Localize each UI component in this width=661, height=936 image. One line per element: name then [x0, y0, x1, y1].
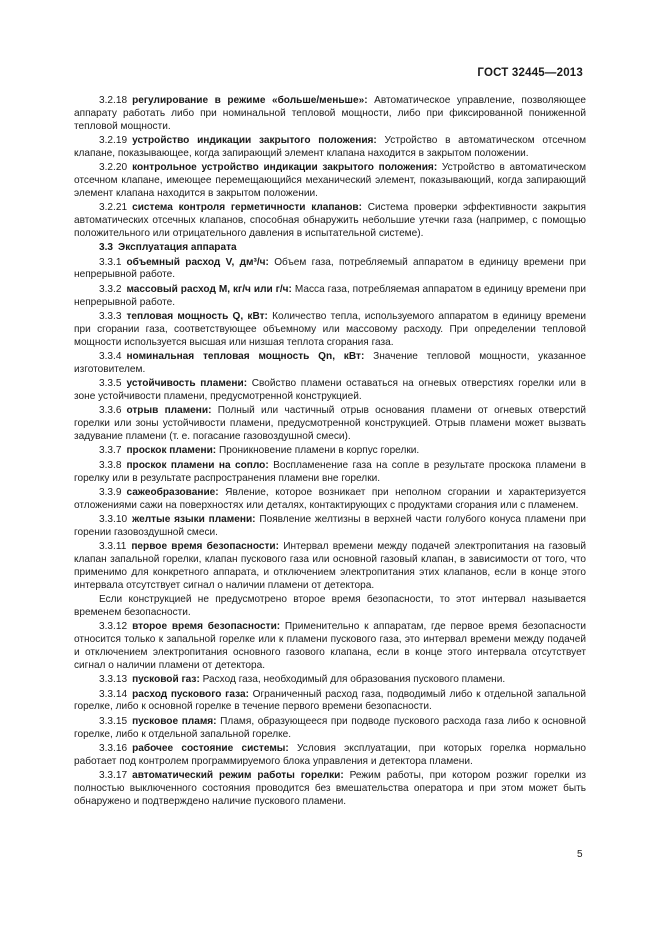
clause-text: Воспламенение газа на сопле в результате проскока пламени в горелку или в результате распространения пламени вне горелки.	[74, 459, 586, 484]
clause-number: 3.3.1	[99, 256, 122, 268]
clause-number: 3.3.3	[99, 311, 122, 322]
clause-number: 3.3.17	[99, 770, 128, 782]
clause-3-3-14	[74, 689, 586, 715]
clause-number: 3.2.21	[99, 202, 128, 214]
clause-term: массовый расход M, кг/ч или г/ч:	[126, 283, 292, 295]
clause-3-3-2	[74, 284, 586, 310]
clause-3-2-18	[74, 95, 586, 134]
clause-number: 3.3.11	[99, 541, 127, 553]
clause-text: Режим работы, при котором розжиг горелки из полностью выключенного состояния проводится без вмешательства оператора и при этом может быть обнаружено и подтверждено наличие пускового пламени.	[74, 770, 586, 807]
clause-3-3-6	[74, 405, 586, 444]
clause-number: 3.3.15	[99, 715, 128, 727]
clause-term: автоматический режим работы горелки:	[132, 770, 344, 782]
clause-text: Проникновение пламени в корпус горелки.	[218, 445, 420, 457]
clause-text: Применительно к аппаратам, где первое время безопасности относится только к запальной горелке или к пламени пускового газа, это интервал времени между подачей и отключением электропитания основного газового клапана, если в конце этого интервала отсутствует сигнал о наличии пламени от детектора.	[74, 621, 586, 671]
clause-text: Пламя, образующееся при подводе пускового расхода газа либо к основной горелке, либо к отдельной запальной горелке.	[74, 715, 587, 740]
clause-text: Масса газа, потребляемая аппаратом в единицу времени при непрерывной работе.	[74, 283, 587, 308]
clause-number: 3.3.16	[99, 743, 128, 754]
clause-term: желтые языки пламени:	[132, 514, 256, 526]
clause-text: Устройство в автоматическом отсечном клапане, показывающее, когда запирающий элемент клапана находится в закрытом положении.	[74, 135, 587, 159]
clause-term: пусковой газ:	[132, 674, 200, 686]
clause-number: 3.3.4	[99, 351, 122, 363]
clause-text: Устройство в автоматическом отсечном клапане, имеющее перемещающийся механический элемент, показывающий, когда запирающий элемент клапана находится в закрытом положении.	[74, 162, 587, 199]
clause-number: 3.2.18	[99, 95, 128, 106]
clause-number: 3.3.9	[99, 486, 122, 498]
clause-text: Явление, которое возникает при неполном сгорании и характеризуется отложениями сажи на поверхностях или деталях, контактирующих с продуктами сгорания или с пламенем.	[74, 486, 586, 511]
clause-3-3-1	[74, 257, 586, 283]
clause-term: пусковое пламя:	[132, 715, 217, 727]
clause-3-3-7	[74, 445, 586, 458]
clause-number: 3.2.20	[99, 162, 128, 174]
clause-text: Интервал времени между подачей электропитания на газовый клапан запальной горелки, клапан пускового газа или основной газовый клапан, в зависимости от того, что применимо для конкретного аппарата, и отключением электропитания этих клапанов, если в конце этого интервала отсутствует сигнал о наличии пламени от детектора.	[74, 541, 586, 591]
clause-3-3-17	[74, 770, 586, 809]
clause-term: рабочее состояние системы:	[132, 743, 289, 754]
clause-term: расход пускового газа:	[132, 688, 249, 700]
clause-term: отрыв пламени:	[126, 405, 212, 417]
clause-number: 3.3.10	[99, 514, 128, 526]
clause-number: 3.3.2	[99, 283, 122, 295]
clause-3-2-20	[74, 162, 586, 201]
clause-3-3-11	[74, 541, 586, 592]
clause-text: Объем газа, потребляемый аппаратом в единицу времени при непрерывной работе.	[74, 256, 586, 281]
clause-3-3-11-note	[74, 594, 586, 620]
section-3-3-heading	[74, 242, 586, 255]
clause-3-2-21	[74, 202, 586, 241]
clause-3-3-9	[74, 487, 586, 513]
clause-term: второе время безопасности:	[132, 621, 281, 633]
clause-3-3-12	[74, 621, 586, 672]
clause-number: 3.3.6	[99, 405, 122, 417]
document-body	[74, 95, 586, 810]
clause-text: Появление желтизны в верхней части голубого конуса пламени при горении газовоздушной смеси.	[74, 514, 586, 538]
clause-term: система контроля герметичности клапанов:	[132, 202, 362, 214]
clause-term: устойчивость пламени:	[126, 378, 248, 390]
clause-3-3-15	[74, 716, 586, 742]
clause-term: проскок пламени:	[126, 445, 217, 457]
clause-number: 3.3.14	[99, 688, 128, 700]
clause-number: 3.3.13	[99, 674, 128, 686]
page-number: 5	[577, 849, 583, 860]
clause-text: Условия эксплуатации, при которых горелка нормально работает под контролем программируемого блока управления и детектора пламени.	[74, 743, 586, 767]
clause-text: Если конструкцией не предусмотрено второе время безопасности, то этот интервал называется временем безопасности.	[74, 594, 586, 619]
clause-text: Свойство пламени оставаться на огневых отверстиях горелки или в зоне устойчивости пламени, предусмотренной конструкцией.	[74, 378, 586, 403]
clause-term: тепловая мощность Q, кВт:	[126, 311, 268, 322]
section-number: 3.3	[99, 242, 114, 254]
clause-number: 3.3.5	[99, 378, 122, 390]
clause-term: контрольное устройство индикации закрытого положения:	[132, 162, 438, 174]
clause-text: Автоматическое управление, позволяющее аппарату работать либо при номинальной тепловой мощности, либо при фиксированной пониженной тепловой мощности.	[74, 95, 586, 132]
clause-number: 3.2.19	[99, 135, 128, 147]
clause-term: сажеобразование:	[126, 486, 219, 498]
document-id: ГОСТ 32445—2013	[477, 67, 583, 79]
clause-text: Полный или частичный отрыв основания пламени от огневых отверстий горелки или зоны устойчивости пламени, предусмотренной конструкцией. Отрыв пламени может вызвать задувание пламени (т. е. погасание газовоздушной смеси).	[74, 405, 586, 443]
clause-3-3-16	[74, 743, 586, 769]
clause-3-2-19	[74, 135, 586, 161]
clause-number: 3.3.8	[99, 459, 122, 471]
clause-3-3-5	[74, 378, 586, 404]
clause-term: номинальная тепловая мощность Qn, кВт:	[126, 351, 365, 363]
clause-term: устройство индикации закрытого положения:	[132, 135, 377, 147]
clause-term: объемный расход V, дм³/ч:	[126, 256, 269, 268]
clause-term: первое время безопасности:	[131, 541, 279, 553]
clause-3-3-8	[74, 460, 586, 486]
clause-text: Значение тепловой мощности, указанное изготовителем.	[74, 351, 586, 375]
clause-text: Расход газа, необходимый для образования пускового пламени.	[202, 674, 506, 686]
clause-number: 3.3.7	[99, 445, 122, 457]
clause-text: Система проверки эффективности закрытия автоматических отсечных клапанов, способная обнаружить небольшие утечки газа (например, с помощью положительного или отрицательного давления в испытательной системе).	[74, 202, 586, 239]
clause-term: регулирование в режиме «больше/меньше»:	[132, 95, 368, 106]
clause-term: проскок пламени на сопло:	[126, 459, 269, 471]
clause-text: Ограниченный расход газа, подводимый либо к отдельной запальной горелке, либо к основной горелке в течение первого времени безопасности.	[74, 688, 586, 713]
clause-3-3-4	[74, 351, 586, 377]
section-title: Эксплуатация аппарата	[118, 242, 237, 254]
clause-3-3-13	[74, 674, 586, 687]
clause-number: 3.3.12	[99, 621, 128, 633]
clause-3-3-10	[74, 514, 586, 540]
clause-text: Количество тепла, используемого аппаратом в единицу времени при сгорании газа, соответствующее объемному или массовому расходу. При определении тепловой мощности используется высшая или низшая теплота сгорания газа.	[74, 311, 586, 348]
clause-3-3-3	[74, 311, 586, 350]
